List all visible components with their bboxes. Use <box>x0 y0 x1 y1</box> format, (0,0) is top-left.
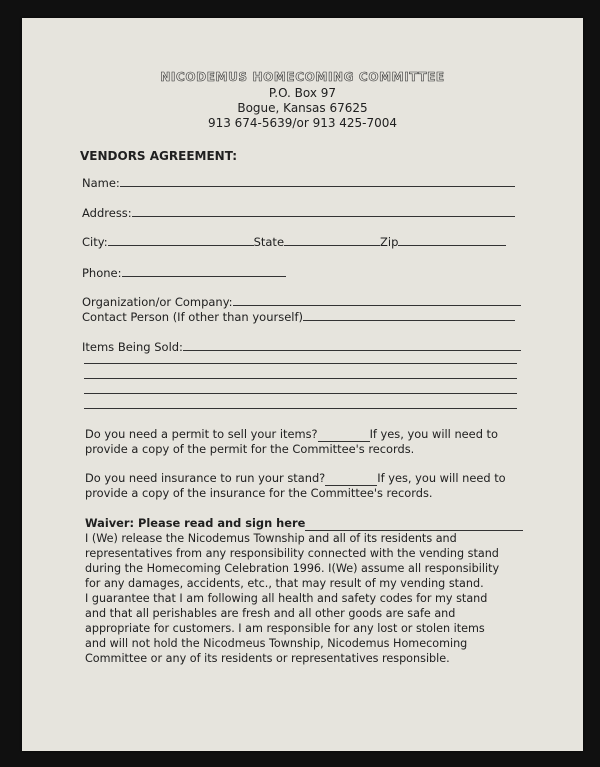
phone-numbers-line: 913 674-5639/or 913 425-7004 <box>207 116 398 130</box>
permit-answer-blank[interactable] <box>318 430 370 442</box>
contact-person-field[interactable] <box>82 310 515 324</box>
waiver-heading-row <box>85 516 523 531</box>
insurance-copy-note: provide a copy of the insurance for the Committee's records. <box>85 486 433 500</box>
zip-blank[interactable] <box>398 244 506 246</box>
address-label: Address: <box>82 206 132 220</box>
items-sold-line-3[interactable] <box>84 378 517 379</box>
waiver-heading: Waiver: Please read and sign here <box>85 516 306 530</box>
state-blank[interactable] <box>284 244 380 246</box>
permit-followup-text: If yes, you will need to <box>369 427 498 441</box>
vendors-agreement-title: VENDORS AGREEMENT: <box>80 149 238 163</box>
organization-label: Organization/or Company: <box>82 295 233 309</box>
waiver-line: for any damages, accidents, etc., that may result of my vending stand. <box>85 577 484 590</box>
waiver-body <box>85 531 499 666</box>
items-sold-line-4[interactable] <box>84 393 517 394</box>
phone-label: Phone: <box>82 266 122 280</box>
waiver-line: Committee or any of its residents or representatives responsible. <box>85 652 450 665</box>
address-blank[interactable] <box>132 215 515 217</box>
name-blank[interactable] <box>120 185 515 187</box>
zip-label: Zip <box>380 235 399 249</box>
permit-question <box>85 427 498 457</box>
waiver-line: I guarantee that I am following all health and safety codes for my stand <box>85 592 488 605</box>
insurance-followup-text: If yes, you will need to <box>377 471 506 485</box>
name-field[interactable] <box>82 176 515 190</box>
permit-question-text: Do you need a permit to sell your items? <box>85 427 318 441</box>
city-state-zip-row <box>82 235 506 249</box>
waiver-line: and will not hold the Nicodmeus Township, Nicodemus Homecoming <box>85 637 468 650</box>
address-field[interactable] <box>82 206 515 220</box>
form-page <box>22 18 583 751</box>
city-blank[interactable] <box>108 244 254 246</box>
waiver-line: during the Homecoming Celebration 1996. I(We) assume all responsibility <box>85 562 500 575</box>
items-sold-line-5[interactable] <box>84 408 517 409</box>
contact-person-label: Contact Person (If other than yourself) <box>82 310 304 324</box>
permit-copy-note: provide a copy of the permit for the Committee's records. <box>85 442 415 456</box>
items-sold-line-2[interactable] <box>84 363 517 364</box>
po-box-line: P.O. Box 97 <box>268 86 337 100</box>
organization-blank[interactable] <box>233 304 521 306</box>
state-label: State <box>253 235 285 249</box>
committee-title: NICODEMUS HOMECOMING COMMITTEE <box>160 70 445 84</box>
contact-person-blank[interactable] <box>303 319 515 321</box>
waiver-line: appropriate for customers. I am responsible for any lost or stolen items <box>85 622 485 635</box>
insurance-answer-blank[interactable] <box>325 474 377 486</box>
insurance-question <box>85 471 506 501</box>
insurance-question-text: Do you need insurance to run your stand? <box>85 471 326 485</box>
waiver-line: representatives from any responsibility connected with the vending stand <box>85 547 499 560</box>
organization-field[interactable] <box>82 295 521 309</box>
phone-field[interactable] <box>82 266 286 280</box>
city-state-line: Bogue, Kansas 67625 <box>237 101 368 115</box>
phone-blank[interactable] <box>122 275 286 277</box>
waiver-line: and that all perishables are fresh and all other goods are safe and <box>85 607 456 620</box>
city-label: City: <box>82 235 108 249</box>
items-sold-label: Items Being Sold: <box>82 340 183 354</box>
waiver-signature-blank[interactable] <box>305 519 523 531</box>
items-sold-field[interactable] <box>82 340 521 354</box>
name-label: Name: <box>82 176 120 190</box>
waiver-line: I (We) release the Nicodemus Township and all of its residents and <box>85 532 457 545</box>
items-sold-blank[interactable] <box>183 349 521 351</box>
